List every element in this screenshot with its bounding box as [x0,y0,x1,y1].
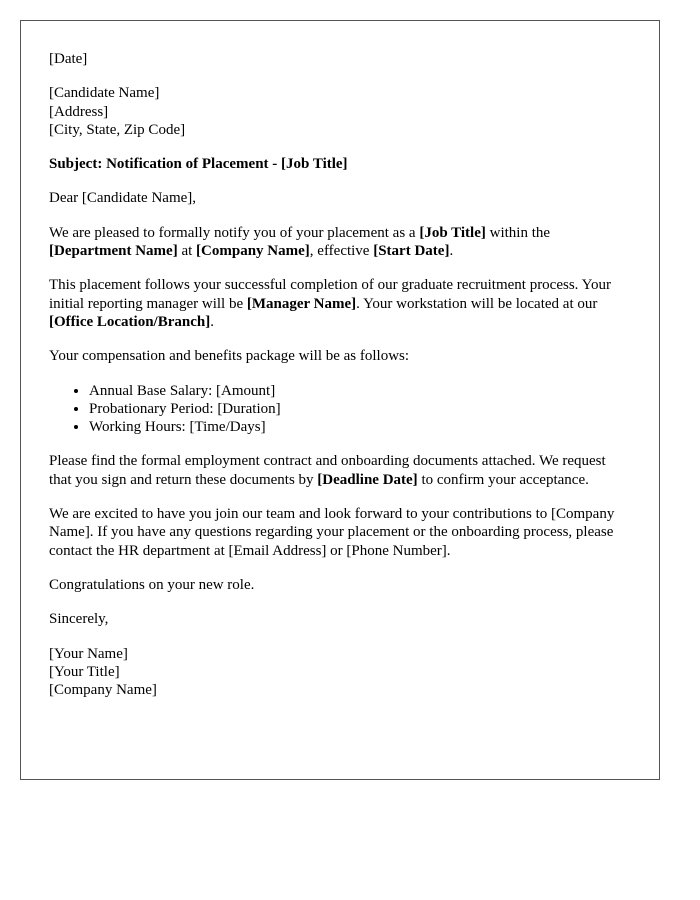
text-segment: Please find the formal employment contract and onboarding documents attached. We request that you sign and return these documents by [49,453,606,488]
text-segment: . Your workstation will be located at our [356,295,598,312]
paragraph-welcome: We are excited to have you join our team and look forward to your contributions to [Company Name]. If you have any questions regarding your placement or the onboarding process, please contact the HR department at [Email Address] or [Phone Number]. [49,506,615,559]
paragraph-compensation-intro: Your compensation and benefits package will be as follows: [49,348,410,365]
deadline-placeholder: [Deadline Date] [317,471,418,488]
list-item: • Working Hours: [Time/Days] [89,418,631,436]
text-segment: within the [485,224,551,241]
recipient-address-block [49,84,631,139]
office-location-placeholder: [Office Location/Branch] [49,313,211,330]
list-item: • Probationary Period: [Duration] [89,400,631,418]
paragraph-reporting [49,276,631,331]
list-item: • Annual Base Salary: [Amount] [89,382,631,400]
recipient-city-line: [City, State, Zip Code] [49,121,186,138]
benefits-list [49,382,631,437]
recipient-name: [Candidate Name] [49,85,160,102]
paragraph-placement [49,224,631,261]
signature-block [49,645,631,700]
text-segment: to confirm your acceptance. [417,471,589,488]
text-segment: This placement follows your successful completion of our graduate recruitment process. Your initial reporting manager will be [49,277,611,312]
letter-subject: Subject: Notification of Placement - [Job Title] [49,156,348,173]
signature-title: [Your Title] [49,663,120,680]
text-segment: . [449,243,454,260]
text-segment: . [210,313,214,330]
paragraph-documents [49,452,631,489]
company-placeholder: [Company Name] [196,243,310,260]
job-title-placeholder: [Job Title] [419,224,486,241]
signature-name: [Your Name] [49,645,128,662]
letter-page [20,20,660,780]
letter-closing: Sincerely, [49,611,109,628]
paragraph-congratulations: Congratulations on your new role. [49,576,255,593]
recipient-address: [Address] [49,103,109,120]
letter-date: [Date] [49,51,88,67]
text-segment: , effective [309,243,374,260]
text-segment: We are pleased to formally notify you of your placement as a [49,224,420,241]
text-segment: at [177,243,197,260]
letter-salutation: Dear [Candidate Name], [49,190,197,207]
department-placeholder: [Department Name] [49,243,178,260]
start-date-placeholder: [Start Date] [373,243,450,260]
signature-company: [Company Name] [49,682,157,699]
manager-placeholder: [Manager Name] [246,295,357,312]
